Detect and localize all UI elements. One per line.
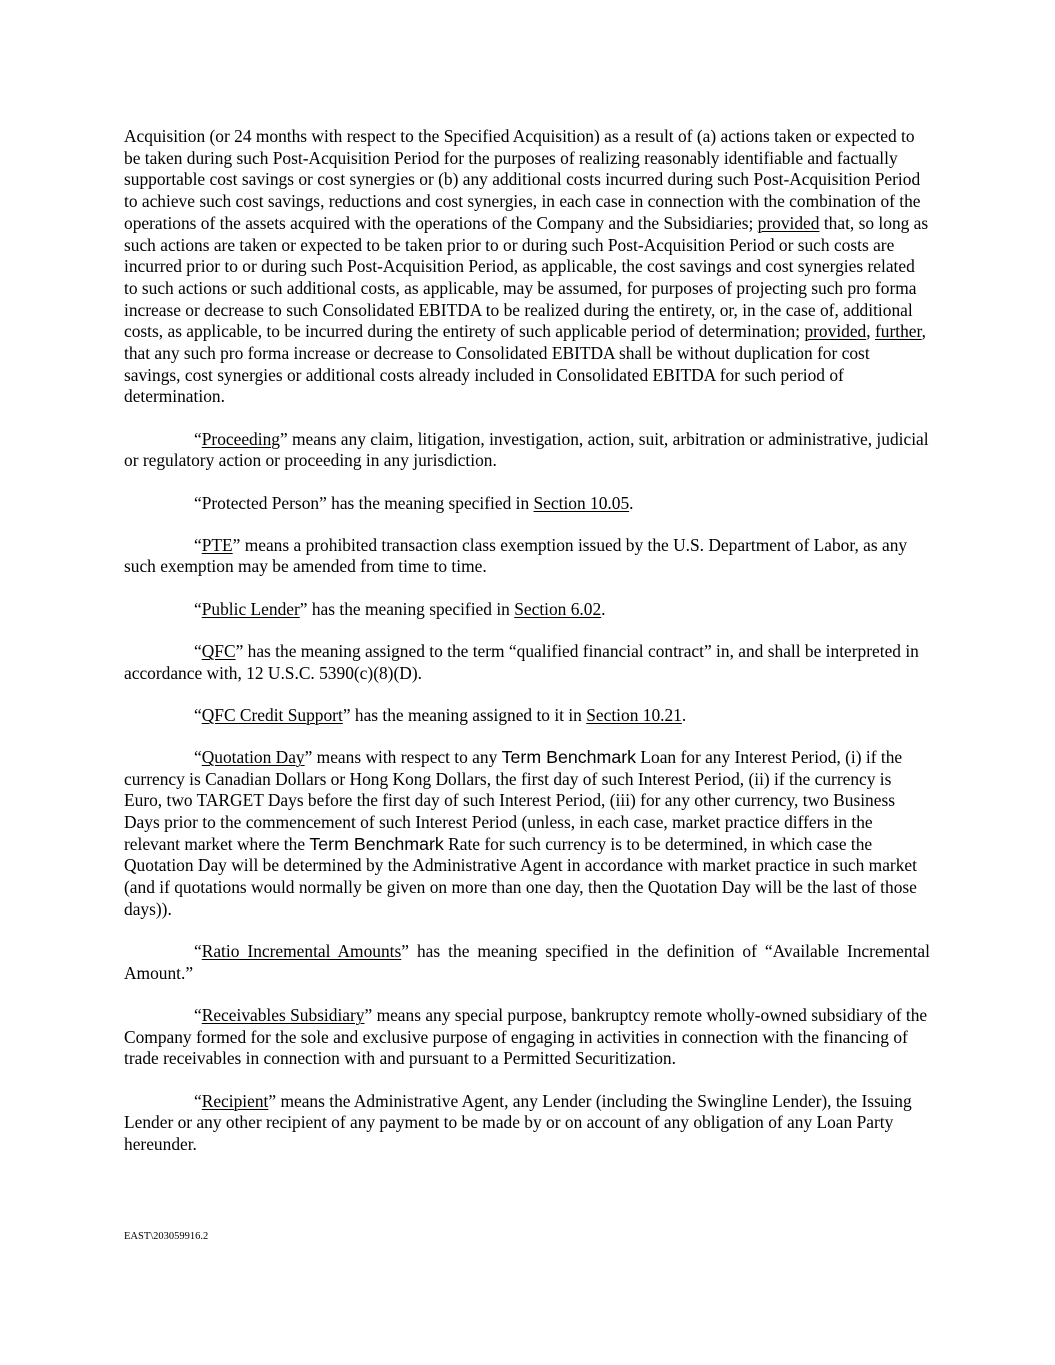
definition-text: ” has the meaning assigned to the term “qualified financial contract” in, and shall be interpreted in accordance with, 12 U.S.C. 5390(c)(8)(D). bbox=[124, 640, 919, 683]
definition-text: Rate for such currency is to be determined, in which case the Quotation Day will be determined by the Administrative Agent in accordance with market practice in such market (and if quotations would normally be given on more than one day, then the Quotation Day will be the last of those days)). bbox=[124, 833, 917, 919]
definition-text: ” means any special purpose, bankruptcy remote wholly-owned subsidiary of the Company formed for the sole and exclusive purpose of engaging in activities in connection with the financing of trade receivables in connection with and pursuant to a Permitted Securitization. bbox=[124, 1005, 928, 1069]
defined-term: QFC Credit Support bbox=[201, 704, 343, 725]
section-reference: Section 10.21 bbox=[586, 704, 682, 725]
document-footer-id: EAST\203059916.2 bbox=[124, 1231, 209, 1242]
definition-text: “Protected Person” has the meaning specified in bbox=[194, 492, 534, 513]
quote-mark: “ bbox=[194, 428, 202, 449]
quote-mark: “ bbox=[194, 941, 202, 962]
definition-text: ” means the Administrative Agent, any Lender (including the Swingline Lender), the Issuing Lender or any other recipient of any payment to be made by or on account of any obligation of any Loan Party hereunder. bbox=[124, 1090, 912, 1155]
definition-receivables-subsidiary bbox=[124, 1005, 930, 1070]
definition-text: ” means a prohibited transaction class exemption issued by the U.S. Department of Labor, as any such exemption may be amended from time to time. bbox=[124, 534, 908, 577]
punctuation: , bbox=[866, 321, 875, 342]
quote-mark: “ bbox=[194, 1005, 202, 1025]
punctuation: . bbox=[629, 492, 634, 513]
definition-qfc bbox=[124, 641, 930, 684]
defined-term: Proceeding bbox=[201, 428, 280, 449]
punctuation: . bbox=[681, 704, 687, 725]
paragraph-text: , that any such pro forma increase or decrease to Consolidated EBITDA shall be without duplication for cost savings, cost synergies or additional costs already included in Consolidated EBITDA for such period of determination. bbox=[124, 321, 926, 407]
quote-mark: “ bbox=[194, 1090, 202, 1111]
paragraph-text: that, so long as such actions are taken or expected to be taken prior to or during such Post-Acquisition Period or such costs are incurred prior to or during such Post-Acquisition Period, as applicable, the cost savings and cost synergies related to such actions or such additional costs, as applicable, may be assumed, for purposes of projecting such pro forma increase or decrease to such Consolidated EBITDA to be realized during the entirety, or, in the case of, additional costs, as applicable, to be incurred during the entirety of such applicable period of determination; bbox=[124, 212, 929, 342]
section-reference: Section 10.05 bbox=[533, 492, 630, 513]
further-term: further bbox=[874, 321, 922, 342]
provided-term: provided bbox=[757, 212, 820, 233]
term-benchmark-text: Term Benchmark bbox=[501, 746, 637, 767]
definition-pte bbox=[124, 535, 930, 578]
defined-term: Public Lender bbox=[201, 598, 300, 619]
defined-term: Recipient bbox=[201, 1090, 269, 1111]
paragraph-text: Acquisition (or 24 months with respect to the Specified Acquisition) as a result of (a) actions taken or expected to be taken during such Post-Acquisition Period for the purposes of realizing reasonably identifiable and factually supportable cost savings or cost synergies or (b) any additional costs incurred during such Post-Acquisition Period to achieve such cost savings, reductions and cost synergies, in each case in connection with the combination of the operations of the assets acquired with the operations of the Company and the Subsidiaries; bbox=[124, 126, 921, 233]
quote-mark: “ bbox=[194, 746, 202, 767]
document-page bbox=[124, 126, 930, 1176]
defined-term: QFC bbox=[201, 640, 236, 661]
definition-text: ” means with respect to any bbox=[304, 746, 502, 767]
definition-public-lender bbox=[124, 599, 930, 621]
definition-text: ” means any claim, litigation, investigation, action, suit, arbitration or administrative, judicial or regulatory action or proceeding in any jurisdiction. bbox=[124, 428, 929, 471]
quote-mark: “ bbox=[194, 598, 202, 619]
definition-qfc-credit-support bbox=[124, 705, 930, 727]
continuation-paragraph bbox=[124, 126, 930, 408]
definition-ratio-incremental-amounts bbox=[124, 941, 930, 984]
defined-term: PTE bbox=[201, 534, 233, 555]
definition-proceeding bbox=[124, 429, 930, 472]
term-benchmark-text: Term Benchmark bbox=[309, 833, 444, 854]
punctuation: . bbox=[601, 598, 606, 619]
definition-text: ” has the meaning assigned to it in bbox=[342, 704, 587, 725]
defined-term: Ratio Incremental Amounts bbox=[201, 941, 402, 962]
definition-text: ” has the meaning specified in bbox=[299, 598, 515, 619]
quote-mark: “ bbox=[194, 534, 202, 555]
defined-term: Quotation Day bbox=[201, 746, 305, 767]
definition-recipient bbox=[124, 1091, 930, 1156]
section-reference: Section 6.02 bbox=[514, 598, 602, 619]
defined-term: Receivables Subsidiary bbox=[201, 1005, 365, 1025]
definition-protected-person bbox=[124, 493, 930, 515]
definition-quotation-day bbox=[124, 747, 930, 921]
quote-mark: “ bbox=[194, 640, 202, 661]
definition-text: ” has the meaning specified in the definition of “Available Incremental Amount.” bbox=[124, 941, 930, 983]
quote-mark: “ bbox=[194, 704, 202, 725]
definition-text: Loan for any Interest Period, (i) if the currency is Canadian Dollars or Hong Kong Dollars, the first day of such Interest Period, (ii) if the currency is Euro, two TARGET Days before the first day of such Interest Period, (iii) for any other currency, two Business Days prior to the commencement of such Interest Period (unless, in each case, market practice differs in the relevant market where the bbox=[124, 746, 903, 854]
provided-term: provided bbox=[804, 321, 867, 342]
